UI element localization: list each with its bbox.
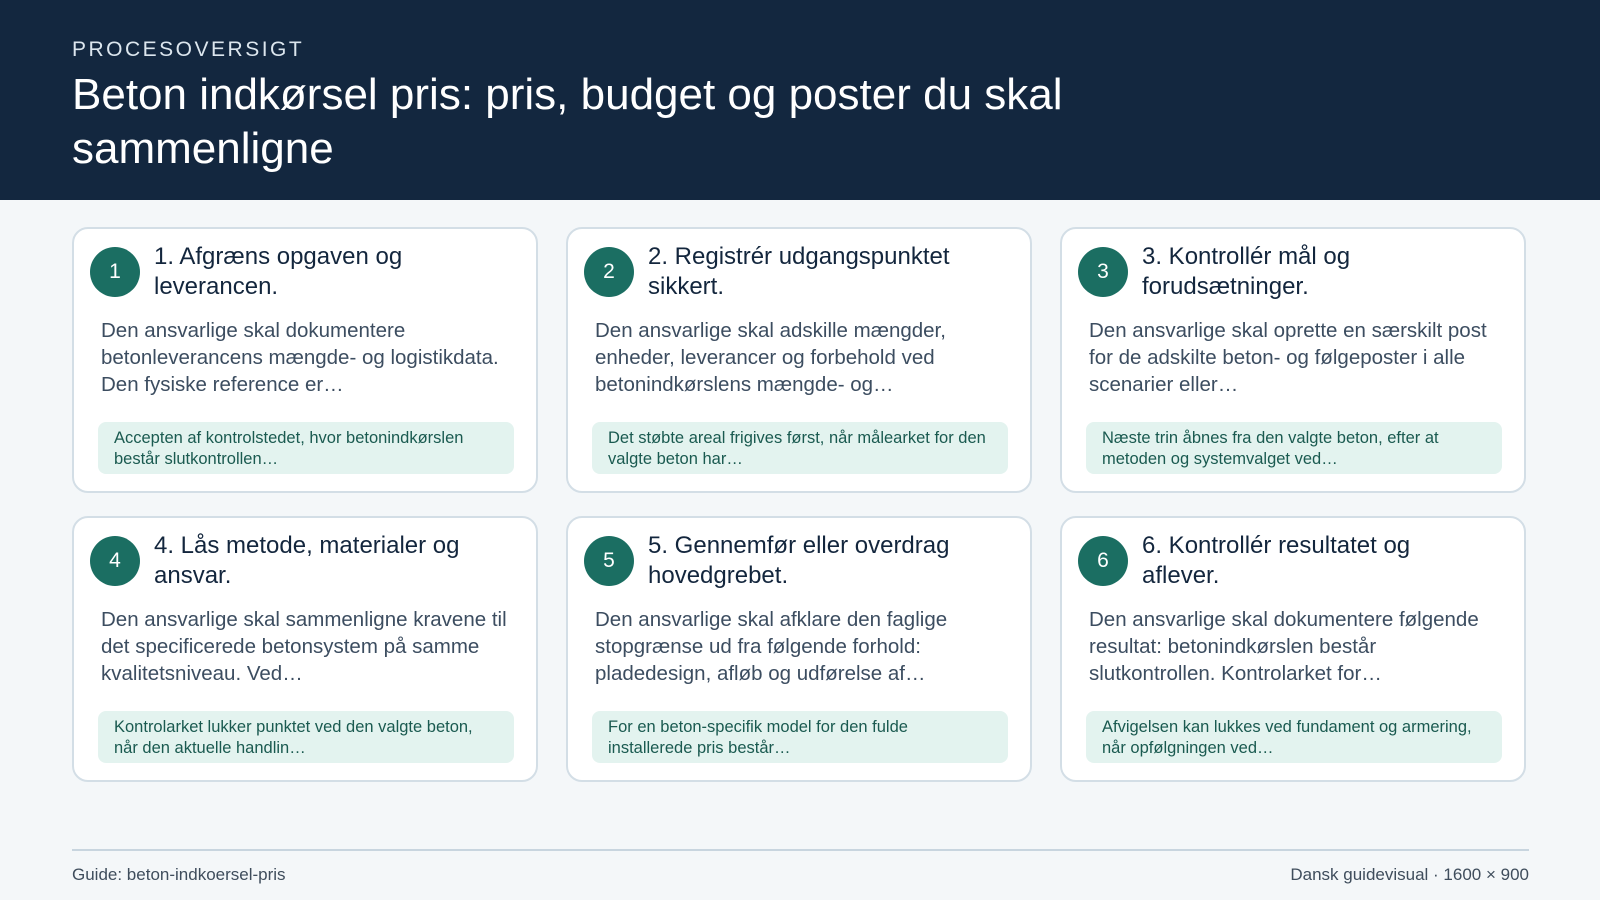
step-card-4 [72,516,538,782]
step-number-badge: 2 [584,247,634,297]
step-description: Den ansvarlige skal dokumentere følgende resultat: betonindkørslen består slutkontrollen. Kontrolarket for… [1089,608,1479,685]
step-note: Næste trin åbnes fra den valgte beton, efter at metoden og systemvalget ved… [1086,422,1502,474]
footer-divider [72,849,1529,851]
step-description: Den ansvarlige skal dokumentere betonleverancens mængde- og logistikdata. Den fysiske reference er… [101,319,499,396]
step-number-badge: 4 [90,536,140,586]
step-note: For en beton-specifik model for den fulde installerede pris består… [592,711,1008,763]
step-title: 1. Afgræns opgaven og leverancen. [154,243,403,300]
step-number-badge: 3 [1078,247,1128,297]
step-description: Den ansvarlige skal afklare den faglige stopgrænse ud fra følgende forhold: pladedesign, afløb og udførelse af… [595,608,948,685]
step-title: 4. Lås metode, materialer og ansvar. [154,532,460,589]
footer-caption: Dansk guidevisual · 1600 × 900 [1290,865,1529,884]
step-title: 6. Kontrollér resultatet og aflever. [1142,532,1411,589]
step-title: 5. Gennemfør eller overdrag hovedgrebet. [648,532,950,589]
step-note: Kontrolarket lukker punktet ved den valgte beton, når den aktuelle handlin… [98,711,514,763]
step-card-6 [1060,516,1526,782]
step-description: Den ansvarlige skal adskille mængder, enheder, leverancer og forbehold ved betonindkørslens mængde- og… [595,319,946,396]
step-number-badge: 1 [90,247,140,297]
eyebrow-label: PROCESOVERSIGT [72,38,305,61]
step-description: Den ansvarlige skal sammenligne kravene til det specificerede betonsystem på samme kvalitetsniveau. Ved… [101,608,507,685]
step-note: Accepten af kontrolstedet, hvor betonindkørslen består slutkontrollen… [98,422,514,474]
step-number-badge: 6 [1078,536,1128,586]
step-title: 3. Kontrollér mål og forudsætninger. [1142,243,1351,300]
page-title: Beton indkørsel pris: pris, budget og poster du skal sammenligne [72,70,1063,173]
step-title: 2. Registrér udgangspunktet sikkert. [648,243,950,300]
step-description: Den ansvarlige skal oprette en særskilt post for de adskilte beton- og følgeposter i alle scenarier eller… [1089,319,1487,396]
header-banner [0,0,1600,200]
step-card-3 [1060,227,1526,493]
process-steps-grid [72,227,1526,782]
step-card-1 [72,227,538,493]
step-note: Det støbte areal frigives først, når målearket for den valgte beton har… [592,422,1008,474]
footer-guide-label: Guide: beton-indkoersel-pris [72,865,286,884]
step-card-5 [566,516,1032,782]
step-number-badge: 5 [584,536,634,586]
step-card-2 [566,227,1032,493]
step-note: Afvigelsen kan lukkes ved fundament og armering, når opfølgningen ved… [1086,711,1502,763]
